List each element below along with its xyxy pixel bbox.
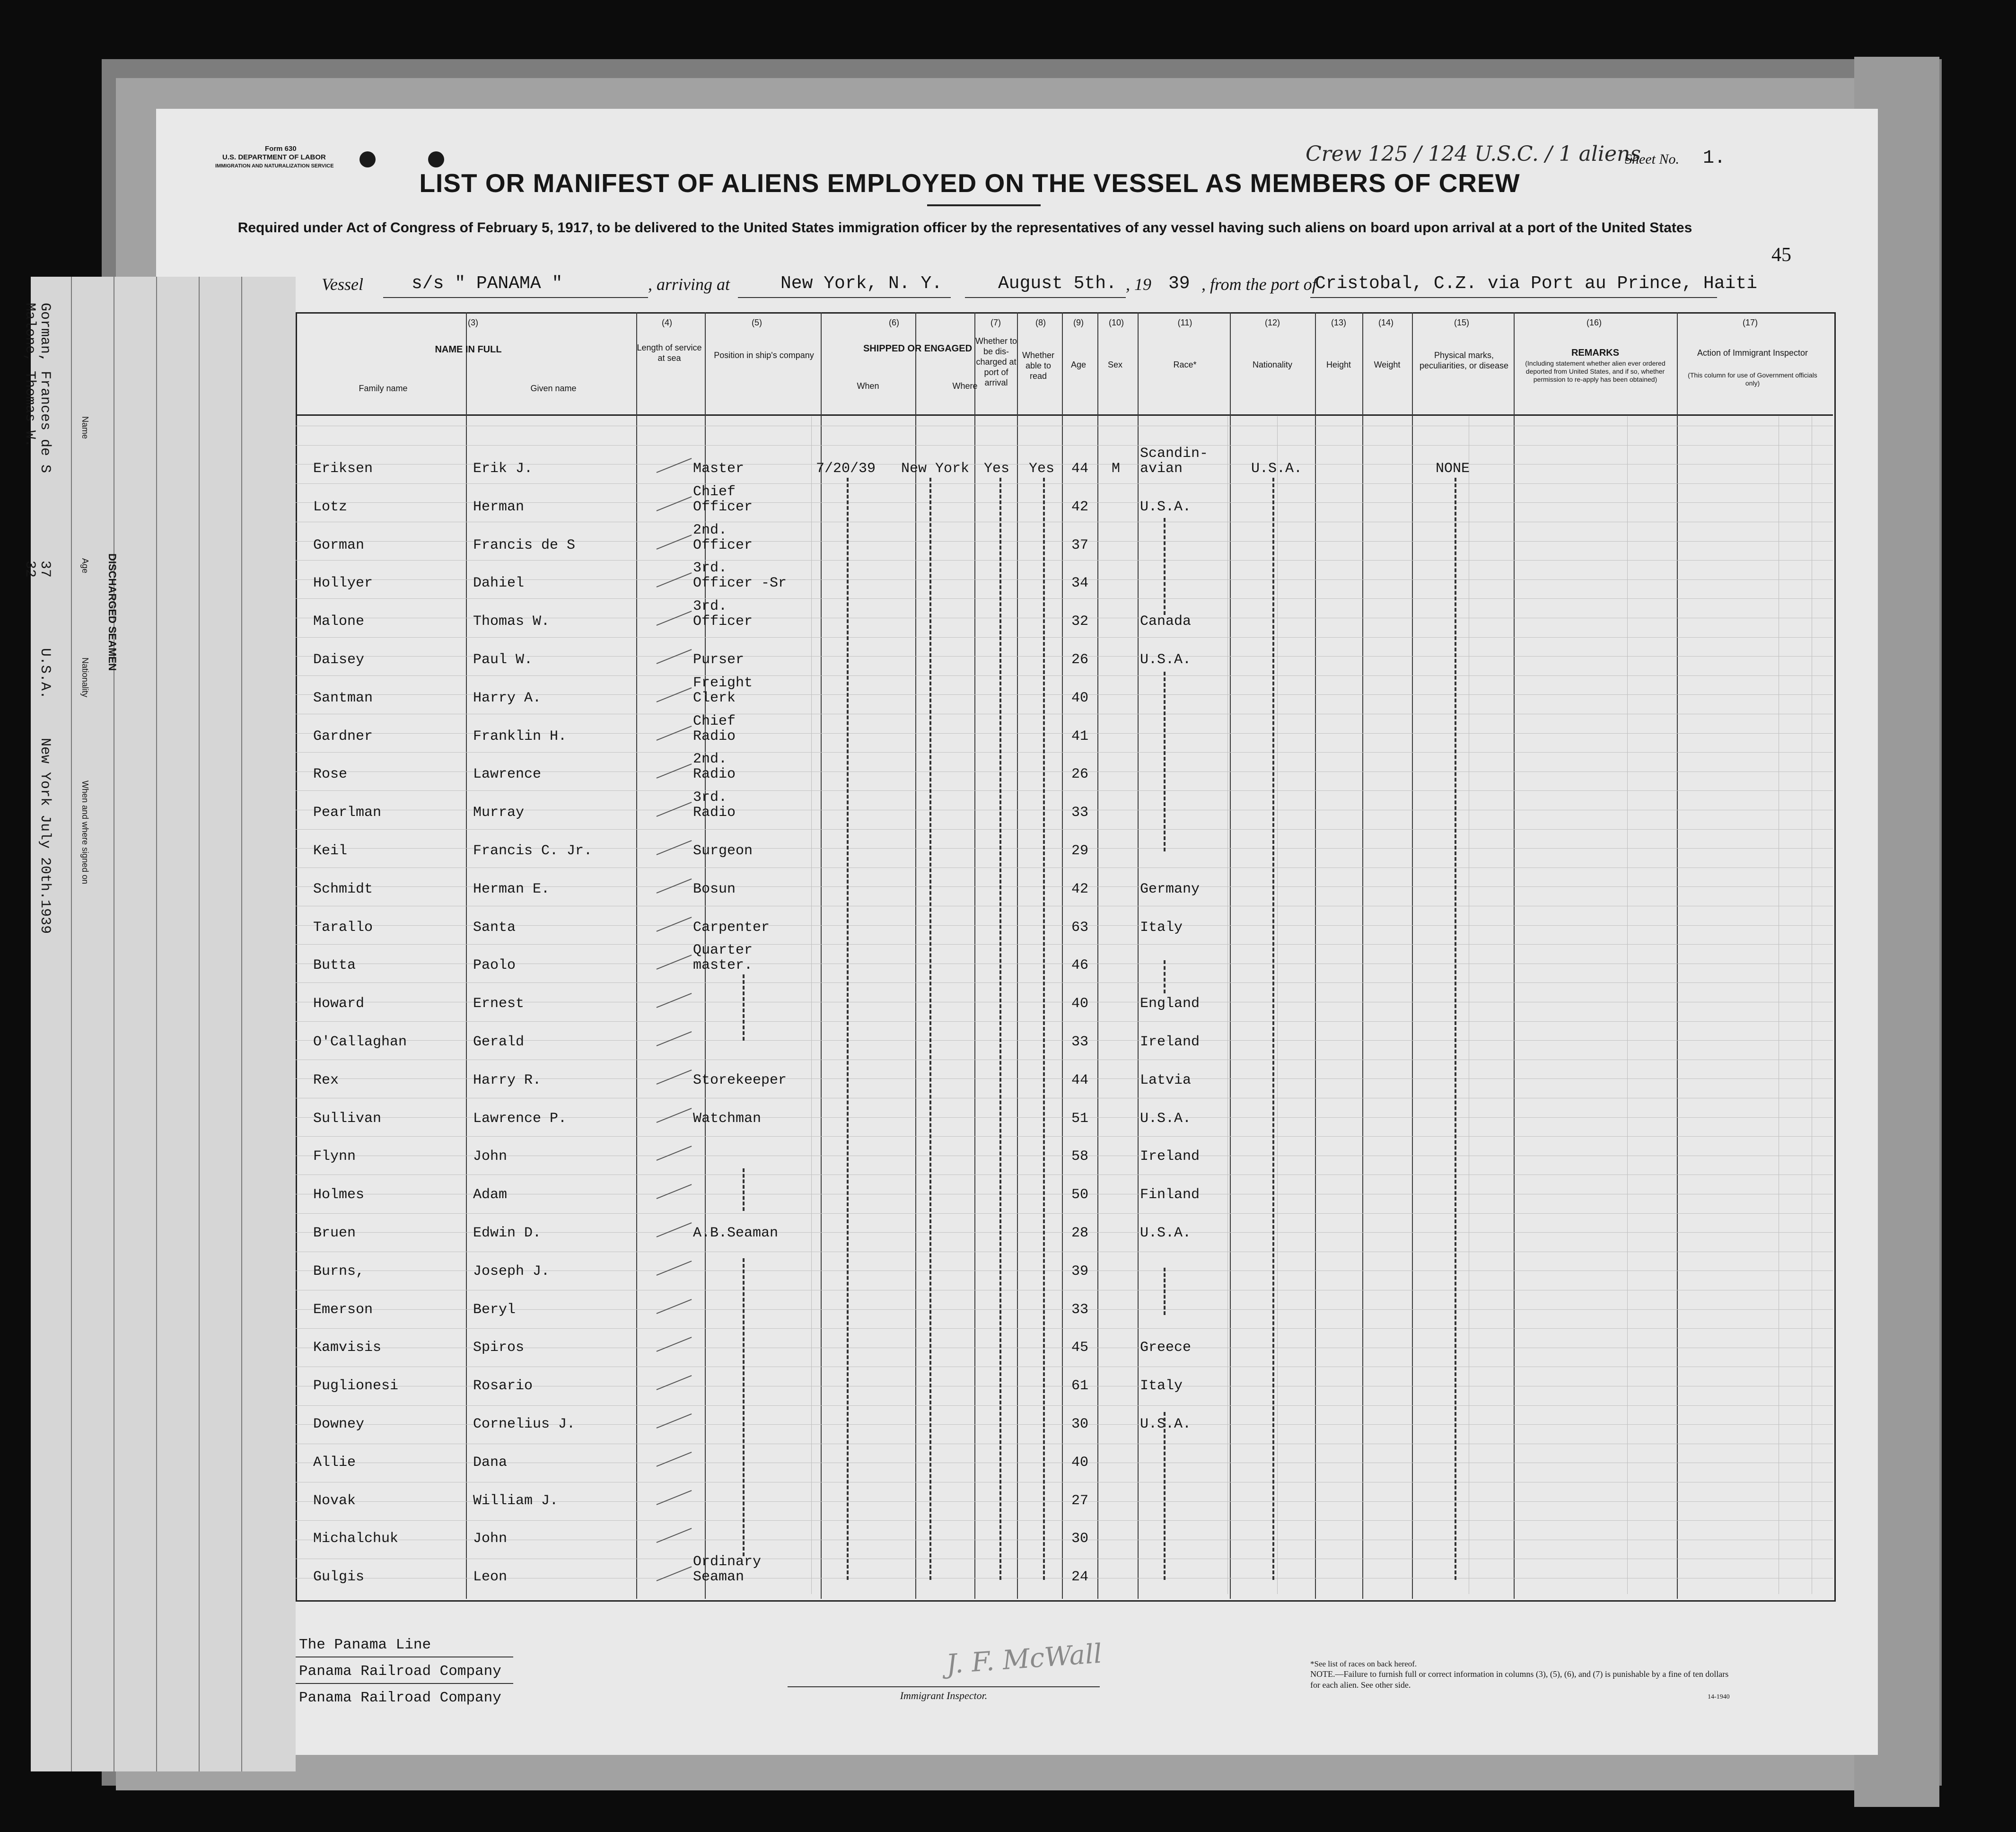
family-name-cell: Malone bbox=[313, 614, 365, 630]
colnum: (11) bbox=[1177, 318, 1192, 327]
row-line bbox=[296, 829, 1833, 830]
race-cell: Ireland bbox=[1140, 1148, 1200, 1165]
column-line bbox=[1362, 312, 1363, 1599]
family-name-cell: Keil bbox=[313, 843, 348, 859]
age-cell: 51 bbox=[1071, 1111, 1089, 1127]
vessel-rule bbox=[383, 297, 648, 298]
position-cell: Bosun bbox=[693, 881, 736, 897]
given-name-cell: Paolo bbox=[473, 957, 516, 973]
age-cell: 40 bbox=[1071, 1455, 1089, 1471]
race-cell: Italy bbox=[1140, 920, 1183, 936]
vessel-label: Vessel bbox=[322, 275, 363, 294]
strip-divider bbox=[71, 277, 72, 1771]
strip-entry-name: Malone, Thomas W. bbox=[22, 303, 38, 448]
nationality-cell: U.S.A. bbox=[1251, 461, 1303, 477]
age-cell: 45 bbox=[1071, 1340, 1089, 1356]
company-rule bbox=[296, 1683, 513, 1684]
sex-cell: M bbox=[1112, 461, 1121, 477]
given-name-cell: Francis C. Jr. bbox=[473, 843, 593, 859]
race-cell: Ireland bbox=[1140, 1034, 1200, 1050]
given-name-cell: Paul W. bbox=[473, 652, 533, 668]
given-name-cell: Dana bbox=[473, 1455, 508, 1471]
given-name-cell: Thomas W. bbox=[473, 614, 550, 630]
header-action: Action of Immigrant Inspector bbox=[1697, 348, 1808, 358]
column-line bbox=[1677, 312, 1678, 1599]
family-name-cell: Eriksen bbox=[313, 461, 373, 477]
column-line bbox=[636, 312, 637, 1599]
position-cell: Carpenter bbox=[693, 920, 770, 936]
header-weight: Weight bbox=[1374, 360, 1401, 369]
row-line bbox=[296, 1520, 1833, 1521]
row-line bbox=[296, 1405, 1833, 1406]
column-line bbox=[1017, 312, 1018, 1599]
age-cell: 30 bbox=[1071, 1416, 1089, 1432]
page-number: 45 bbox=[1771, 244, 1791, 266]
races-note: *See list of races on back hereof. bbox=[1310, 1659, 1417, 1668]
given-name-cell: Rosario bbox=[473, 1378, 533, 1394]
family-name-cell: Daisey bbox=[313, 652, 365, 668]
title-underline bbox=[927, 204, 1041, 206]
physical-marks-cell: NONE bbox=[1436, 461, 1470, 477]
column-line bbox=[1097, 312, 1098, 1599]
family-name-cell: Gulgis bbox=[313, 1569, 365, 1585]
given-name-cell: Adam bbox=[473, 1187, 508, 1203]
grid-line bbox=[1227, 416, 1228, 1594]
row-line bbox=[296, 1328, 1833, 1329]
colnum: (15) bbox=[1454, 318, 1469, 327]
header-nationality: Nationality bbox=[1252, 360, 1293, 369]
column-line bbox=[821, 312, 822, 1599]
header-position: Position in ship's company bbox=[714, 351, 814, 360]
column-line bbox=[1315, 312, 1316, 1599]
row-line bbox=[296, 483, 1833, 484]
given-name-cell: Harry R. bbox=[473, 1072, 542, 1088]
colnum: (9) bbox=[1073, 318, 1084, 327]
race-cell: Finland bbox=[1140, 1187, 1200, 1203]
position-cell: 2nd. Radio bbox=[693, 751, 736, 782]
from-port: Cristobal, C.Z. via Port au Prince, Haiti bbox=[1315, 273, 1757, 294]
column-line bbox=[974, 312, 975, 1599]
family-name-cell: Kamvisis bbox=[313, 1340, 382, 1356]
given-name-cell: William J. bbox=[473, 1493, 559, 1509]
age-cell: 44 bbox=[1071, 1072, 1089, 1088]
family-name-cell: Burns, bbox=[313, 1263, 365, 1280]
discharged-seamen-strip bbox=[31, 277, 296, 1771]
race-cell: Germany bbox=[1140, 881, 1200, 897]
family-name-cell: Holmes bbox=[313, 1187, 365, 1203]
position-cell: 3rd. Officer -Sr bbox=[693, 560, 787, 591]
age-cell: 33 bbox=[1071, 1302, 1089, 1318]
strip-label-age: Age bbox=[80, 558, 90, 574]
age-cell: 37 bbox=[1071, 537, 1089, 553]
age-cell: 42 bbox=[1071, 499, 1089, 515]
row-line bbox=[296, 1040, 1833, 1041]
inspector-label: Immigrant Inspector. bbox=[900, 1690, 988, 1701]
row-line bbox=[296, 944, 1833, 945]
colnum: (13) bbox=[1331, 318, 1346, 327]
age-cell: 42 bbox=[1071, 881, 1089, 897]
column-line bbox=[1230, 312, 1231, 1599]
family-name-cell: O'Callaghan bbox=[313, 1034, 407, 1050]
given-name-cell: Cornelius J. bbox=[473, 1416, 576, 1432]
colnum: (10) bbox=[1108, 318, 1124, 327]
race-cell: U.S.A. bbox=[1140, 1111, 1192, 1127]
race-cell: U.S.A. bbox=[1140, 499, 1192, 515]
handwritten-note: Crew 125 / 124 U.S.C. / 1 aliens bbox=[1306, 142, 1641, 166]
position-cell: A.B.Seaman bbox=[693, 1225, 779, 1241]
family-name-cell: Howard bbox=[313, 996, 365, 1012]
race-cell: Scandin- avian bbox=[1140, 446, 1209, 477]
age-cell: 26 bbox=[1071, 652, 1089, 668]
family-name-cell: Flynn bbox=[313, 1148, 356, 1165]
family-name-cell: Pearlman bbox=[313, 805, 382, 821]
age-cell: 46 bbox=[1071, 957, 1089, 973]
arriving-label: , arriving at bbox=[648, 275, 730, 294]
header-when: When bbox=[857, 381, 879, 391]
company-line: Panama Railroad Company bbox=[299, 1690, 501, 1706]
row-line bbox=[296, 579, 1833, 580]
shipped-where-cell: New York bbox=[901, 461, 970, 477]
ditto-line bbox=[1043, 478, 1045, 1580]
age-cell: 33 bbox=[1071, 805, 1089, 821]
position-cell: Master bbox=[693, 461, 745, 477]
race-cell: U.S.A. bbox=[1140, 1416, 1192, 1432]
from-rule bbox=[1310, 297, 1717, 298]
punch-hole bbox=[428, 151, 444, 167]
strip-divider bbox=[241, 277, 242, 1771]
family-name-cell: Bruen bbox=[313, 1225, 356, 1241]
ditto-line bbox=[929, 478, 931, 1580]
header-given-name: Given name bbox=[530, 384, 577, 393]
strip-heading: DISCHARGED SEAMEN bbox=[106, 553, 118, 671]
age-cell: 58 bbox=[1071, 1148, 1089, 1165]
position-cell: Quarter master. bbox=[693, 942, 753, 973]
column-line bbox=[466, 312, 467, 1599]
age-cell: 27 bbox=[1071, 1493, 1089, 1509]
ditto-line bbox=[1164, 672, 1166, 851]
form-code: 14-1940 bbox=[1708, 1693, 1730, 1701]
arrival-rule bbox=[738, 297, 951, 298]
inspector-signature: J. F. McWall bbox=[945, 1638, 1103, 1680]
age-cell: 26 bbox=[1071, 766, 1089, 782]
signature-rule bbox=[788, 1686, 1100, 1687]
header-discharged: Whether to be dis-charged at port of arrival bbox=[975, 336, 1017, 387]
position-cell: Watchman bbox=[693, 1111, 762, 1127]
column-line bbox=[1062, 312, 1063, 1599]
colnum: (16) bbox=[1586, 318, 1602, 327]
column-line bbox=[1412, 312, 1413, 1599]
arrival-port: New York, N. Y. bbox=[780, 273, 943, 294]
age-cell: 39 bbox=[1071, 1263, 1089, 1280]
given-name-cell: Erik J. bbox=[473, 461, 533, 477]
row-line bbox=[296, 1021, 1833, 1022]
ditto-line bbox=[743, 1168, 745, 1211]
position-cell: Storekeeper bbox=[693, 1072, 787, 1088]
ditto-line bbox=[1272, 478, 1274, 1580]
row-line bbox=[296, 598, 1833, 599]
able-to-read-cell: Yes bbox=[1029, 461, 1055, 477]
given-name-cell: Dahiel bbox=[473, 575, 525, 591]
strip-divider bbox=[199, 277, 200, 1771]
strip-entry-age: 32 bbox=[22, 561, 38, 578]
grid-line bbox=[811, 416, 812, 1594]
ditto-line bbox=[1164, 518, 1166, 615]
page-title: LIST OR MANIFEST OF ALIENS EMPLOYED ON THE VESSEL AS MEMBERS OF CREW bbox=[419, 168, 1520, 198]
crew-table bbox=[296, 312, 1836, 1602]
header-shipped: SHIPPED OR ENGAGED bbox=[863, 343, 973, 354]
race-cell: Italy bbox=[1140, 1378, 1183, 1394]
position-cell: Surgeon bbox=[693, 843, 753, 859]
position-cell: 3rd. Radio bbox=[693, 789, 736, 821]
vessel-name: s/s " PANAMA " bbox=[412, 273, 563, 294]
header-height: Height bbox=[1326, 360, 1351, 369]
family-name-cell: Butta bbox=[313, 957, 356, 973]
strip-entry-age: 37 bbox=[37, 561, 53, 578]
row-line bbox=[296, 445, 1833, 446]
row-line bbox=[296, 925, 1833, 926]
colnum: (6) bbox=[889, 318, 899, 327]
age-cell: 41 bbox=[1071, 728, 1089, 745]
ditto-line bbox=[847, 478, 849, 1580]
family-name-cell: Santman bbox=[313, 690, 373, 706]
table-header-rule bbox=[296, 414, 1833, 416]
family-name-cell: Tarallo bbox=[313, 920, 373, 936]
given-name-cell: Edwin D. bbox=[473, 1225, 542, 1241]
age-cell: 61 bbox=[1071, 1378, 1089, 1394]
header-sex: Sex bbox=[1107, 360, 1123, 369]
header-remarks-note: (Including statement whether alien ever ordered deported from United States, and if so, whether permission to re-apply has been obtained) bbox=[1525, 359, 1665, 383]
row-line bbox=[296, 675, 1833, 676]
header-age: Age bbox=[1070, 360, 1087, 369]
row-line bbox=[296, 1136, 1833, 1137]
column-line bbox=[1138, 312, 1139, 1599]
header-action-note: (This column for use of Government officials only) bbox=[1688, 371, 1817, 387]
punch-hole bbox=[359, 151, 376, 167]
age-cell: 24 bbox=[1071, 1569, 1089, 1585]
race-cell: Greece bbox=[1140, 1340, 1192, 1356]
strip-label-signed-on: When and where signed on bbox=[80, 780, 90, 885]
colnum: (3) bbox=[468, 318, 478, 327]
age-cell: 29 bbox=[1071, 843, 1089, 859]
family-name-cell: Hollyer bbox=[313, 575, 373, 591]
colnum: (8) bbox=[1035, 318, 1046, 327]
from-label: , from the port of bbox=[1201, 275, 1317, 294]
given-name-cell: Joseph J. bbox=[473, 1263, 550, 1280]
row-line bbox=[296, 637, 1833, 638]
strip-entry-nationality: U.S.A. bbox=[37, 648, 53, 700]
family-name-cell: Schmidt bbox=[313, 881, 373, 897]
race-cell: Latvia bbox=[1140, 1072, 1192, 1088]
age-cell: 34 bbox=[1071, 575, 1089, 591]
year-prefix: , 19 bbox=[1126, 275, 1151, 294]
grid-line bbox=[1277, 416, 1278, 1594]
strip-entry-name: Gorman, Frances de S bbox=[37, 303, 53, 473]
race-cell: Canada bbox=[1140, 614, 1192, 630]
family-name-cell: Michalchuk bbox=[313, 1531, 399, 1547]
age-cell: 40 bbox=[1071, 996, 1089, 1012]
family-name-cell: Puglionesi bbox=[313, 1378, 399, 1394]
column-line bbox=[915, 312, 916, 1599]
grid-line bbox=[1627, 416, 1628, 1594]
family-name-cell: Rose bbox=[313, 766, 348, 782]
strip-label-nationality: Nationality bbox=[80, 657, 90, 698]
page-subtitle: Required under Act of Congress of February 5, 1917, to be delivered to the United States immigration officer by the representatives of any vessel having such aliens on board upon arrival at a port of the United States bbox=[237, 220, 1692, 236]
family-name-cell: Rex bbox=[313, 1072, 339, 1088]
department: U.S. DEPARTMENT OF LABOR bbox=[222, 153, 326, 161]
date-rule bbox=[965, 297, 1126, 298]
family-name-cell: Downey bbox=[313, 1416, 365, 1432]
family-name-cell: Lotz bbox=[313, 499, 348, 515]
arrival-date: August 5th. bbox=[998, 273, 1117, 294]
age-cell: 63 bbox=[1071, 920, 1089, 936]
family-name-cell: Emerson bbox=[313, 1302, 373, 1318]
ditto-line bbox=[1455, 478, 1456, 1580]
age-cell: 30 bbox=[1071, 1531, 1089, 1547]
ditto-line bbox=[1164, 1268, 1166, 1315]
header-remarks: REMARKS bbox=[1571, 348, 1620, 358]
position-cell: Ordinary Seaman bbox=[693, 1554, 762, 1585]
row-line bbox=[296, 752, 1833, 753]
row-line bbox=[296, 790, 1833, 791]
ditto-line bbox=[743, 1258, 745, 1556]
bureau: IMMIGRATION AND NATURALIZATION SERVICE bbox=[215, 163, 334, 169]
given-name-cell: Harry A. bbox=[473, 690, 542, 706]
header-name-in-full: NAME IN FULL bbox=[435, 344, 502, 355]
row-line bbox=[296, 982, 1833, 983]
given-name-cell: Gerald bbox=[473, 1034, 525, 1050]
given-name-cell: Herman bbox=[473, 499, 525, 515]
colnum: (17) bbox=[1742, 318, 1758, 327]
family-name-cell: Allie bbox=[313, 1455, 356, 1471]
form-number: Form 630 bbox=[265, 145, 297, 153]
given-name-cell: Lawrence P. bbox=[473, 1111, 567, 1127]
given-name-cell: Beryl bbox=[473, 1302, 516, 1318]
header-race: Race* bbox=[1173, 360, 1197, 369]
row-line bbox=[296, 560, 1833, 561]
header-family-name: Family name bbox=[359, 384, 408, 393]
header-able-read: Whether able to read bbox=[1022, 351, 1055, 381]
sheet-number: 1. bbox=[1703, 148, 1726, 169]
age-cell: 50 bbox=[1071, 1187, 1089, 1203]
colnum: (12) bbox=[1264, 318, 1280, 327]
company-line: Panama Railroad Company bbox=[299, 1663, 501, 1680]
column-line bbox=[1514, 312, 1515, 1599]
ditto-line bbox=[1164, 1412, 1166, 1580]
ditto-line bbox=[743, 974, 745, 1041]
given-name-cell: Francis de S bbox=[473, 537, 576, 553]
shipped-when-cell: 7/20/39 bbox=[816, 461, 876, 477]
discharged-cell: Yes bbox=[984, 461, 1010, 477]
age-cell: 44 bbox=[1071, 461, 1089, 477]
colnum: (4) bbox=[662, 318, 672, 327]
family-name-cell: Sullivan bbox=[313, 1111, 382, 1127]
given-name-cell: Franklin H. bbox=[473, 728, 567, 745]
position-cell: Freight Clerk bbox=[693, 675, 753, 706]
given-name-cell: Leon bbox=[473, 1569, 508, 1585]
company-line: The Panama Line bbox=[299, 1637, 431, 1653]
given-name-cell: Ernest bbox=[473, 996, 525, 1012]
penalty-note: NOTE.—Failure to furnish full or correct information in columns (3), (5), (6), and (7) is punishable by a fine of ten dollars for each alien. See other side. bbox=[1310, 1669, 1729, 1690]
race-cell: England bbox=[1140, 996, 1200, 1012]
age-cell: 32 bbox=[1071, 614, 1089, 630]
ditto-line bbox=[1164, 960, 1166, 993]
ditto-line bbox=[999, 478, 1001, 1580]
age-cell: 33 bbox=[1071, 1034, 1089, 1050]
header-physical: Physical marks, peculiarities, or disease bbox=[1419, 351, 1509, 370]
race-cell: U.S.A. bbox=[1140, 1225, 1192, 1241]
colnum: (5) bbox=[752, 318, 762, 327]
family-name-cell: Gardner bbox=[313, 728, 373, 745]
given-name-cell: Murray bbox=[473, 805, 525, 821]
given-name-cell: Herman E. bbox=[473, 881, 550, 897]
position-cell: 2nd. Officer bbox=[693, 522, 753, 553]
family-name-cell: Gorman bbox=[313, 537, 365, 553]
given-name-cell: John bbox=[473, 1531, 508, 1547]
colnum: (14) bbox=[1378, 318, 1394, 327]
row-line bbox=[296, 1213, 1833, 1214]
position-cell: Chief Officer bbox=[693, 484, 753, 515]
given-name-cell: Spiros bbox=[473, 1340, 525, 1356]
position-cell: Purser bbox=[693, 652, 745, 668]
age-cell: 40 bbox=[1071, 690, 1089, 706]
header-length-service: Length of service at sea bbox=[637, 343, 702, 363]
row-line bbox=[296, 1309, 1833, 1310]
given-name-cell: Santa bbox=[473, 920, 516, 936]
sheet-label: Sheet No. bbox=[1625, 151, 1679, 167]
strip-label-name: Name bbox=[80, 416, 90, 439]
position-cell: 3rd. Officer bbox=[693, 598, 753, 630]
strip-divider bbox=[156, 277, 157, 1771]
race-cell: U.S.A. bbox=[1140, 652, 1192, 668]
row-line bbox=[296, 502, 1833, 503]
arrival-year: 39 bbox=[1168, 273, 1190, 294]
given-name-cell: John bbox=[473, 1148, 508, 1165]
strip-entry-signed-on: New York July 20th.1939 bbox=[37, 738, 53, 934]
family-name-cell: Novak bbox=[313, 1493, 356, 1509]
colnum: (7) bbox=[990, 318, 1001, 327]
position-cell: Chief Radio bbox=[693, 713, 736, 745]
given-name-cell: Lawrence bbox=[473, 766, 542, 782]
age-cell: 28 bbox=[1071, 1225, 1089, 1241]
header-where: Where bbox=[952, 381, 978, 391]
